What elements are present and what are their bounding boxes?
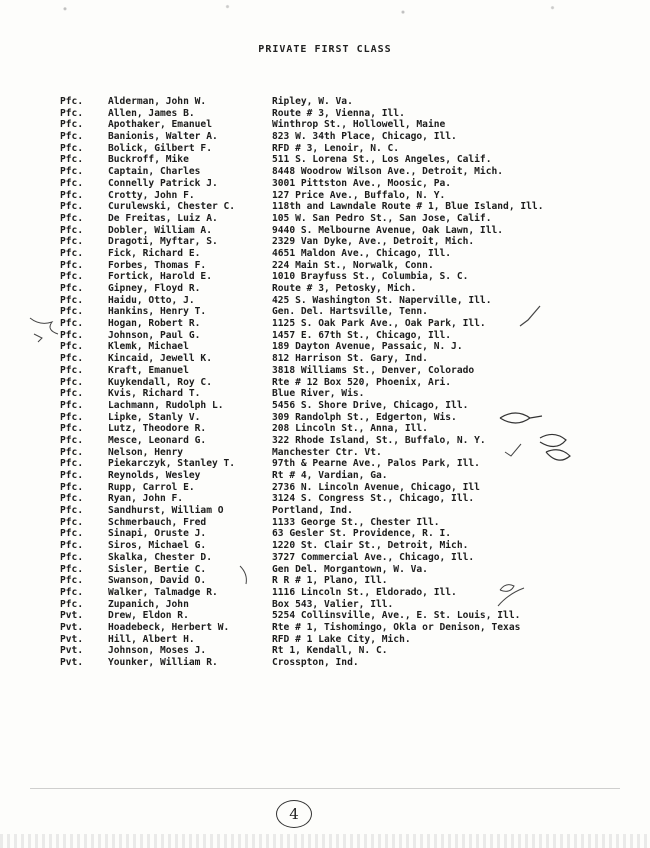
roster-address: 63 Gesler St. Providence, R. I. xyxy=(272,528,452,540)
roster-row xyxy=(0,412,650,424)
roster-row xyxy=(0,447,650,459)
roster-rank: Pfc. xyxy=(60,528,84,540)
roster-address: 127 Price Ave., Buffalo, N. Y. xyxy=(272,189,446,201)
roster-rank: Pfc. xyxy=(60,481,84,493)
roster-name: Swanson, David O. xyxy=(108,575,207,587)
roster-row xyxy=(0,400,650,412)
roster-name: Hoadebeck, Herbert W. xyxy=(108,621,230,633)
roster-address: Gen Del. Morgantown, W. Va. xyxy=(272,563,428,575)
roster-rank: Pfc. xyxy=(60,423,84,435)
roster-address: 1457 E. 67th St., Chicago, Ill. xyxy=(272,329,452,341)
roster-row xyxy=(0,213,650,225)
roster-row xyxy=(0,493,650,505)
roster-rank: Pfc. xyxy=(60,551,84,563)
roster-address: 3818 Williams St., Denver, Colorado xyxy=(272,364,475,376)
roster-row xyxy=(0,283,650,295)
roster-row xyxy=(0,178,650,190)
roster-address: Gen. Del. Hartsville, Tenn. xyxy=(272,306,428,318)
roster-row xyxy=(0,470,650,482)
roster-rank: Pvt. xyxy=(60,610,84,622)
roster-address: 1133 George St., Chester Ill. xyxy=(272,516,440,528)
roster-row xyxy=(0,423,650,435)
roster-name: Dragoti, Myftar, S. xyxy=(108,236,218,248)
roster-address: 511 S. Lorena St., Los Angeles, Calif. xyxy=(272,154,492,166)
roster-rank: Pfc. xyxy=(60,154,84,166)
roster-row xyxy=(0,575,650,587)
roster-row xyxy=(0,143,650,155)
roster-rank: Pfc. xyxy=(60,166,84,178)
roster-name: Sinapi, Oruste J. xyxy=(108,528,207,540)
roster-rank: Pvt. xyxy=(60,621,84,633)
roster-name: Buckroff, Mike xyxy=(108,154,189,166)
roster-row xyxy=(0,96,650,108)
roster-row xyxy=(0,599,650,611)
footer-divider xyxy=(30,788,620,789)
roster-name: Rupp, Carrol E. xyxy=(108,481,195,493)
roster-row xyxy=(0,318,650,330)
roster-name: Hill, Albert H. xyxy=(108,633,195,645)
roster-address: Ripley, W. Va. xyxy=(272,96,353,107)
roster-name: Sisler, Bertie C. xyxy=(108,563,207,575)
roster-rank: Pfc. xyxy=(60,353,84,365)
roster-row xyxy=(0,248,650,260)
roster-address: 2736 N. Lincoln Avenue, Chicago, Ill xyxy=(272,481,480,493)
roster-address: 3124 S. Congress St., Chicago, Ill. xyxy=(272,493,475,505)
roster-row xyxy=(0,482,650,494)
roster-name: De Freitas, Luiz A. xyxy=(108,212,218,224)
roster-rank: Pfc. xyxy=(60,212,84,224)
roster-rank: Pfc. xyxy=(60,411,84,423)
roster-address: 1220 St. Clair St., Detroit, Mich. xyxy=(272,540,469,552)
roster-address: Route # 3, Petosky, Mich. xyxy=(272,283,417,294)
roster-rank: Pfc. xyxy=(60,259,84,271)
roster-row xyxy=(0,190,650,202)
roster-rank: Pfc. xyxy=(60,294,84,306)
roster-row xyxy=(0,260,650,272)
roster-address: 425 S. Washington St. Naperville, Ill. xyxy=(272,294,492,306)
roster-name: Drew, Eldon R. xyxy=(108,610,189,622)
roster-name: Haidu, Otto, J. xyxy=(108,294,195,306)
roster-rank: Pfc. xyxy=(60,540,84,552)
roster-rank: Pfc. xyxy=(60,388,84,400)
roster-address: 1125 S. Oak Park Ave., Oak Park, Ill. xyxy=(272,318,486,330)
roster-address: 97th & Pearne Ave., Palos Park, Ill. xyxy=(272,458,480,470)
roster-name: Kincaid, Jewell K. xyxy=(108,353,212,365)
roster-name: Alderman, John W. xyxy=(108,96,207,107)
roster-row xyxy=(0,610,650,622)
roster-address: 208 Lincoln St., Anna, Ill. xyxy=(272,423,428,435)
roster-name: Curulewski, Chester C. xyxy=(108,201,236,213)
roster-name: Johnson, Paul G. xyxy=(108,329,201,341)
roster-name: Skalka, Chester D. xyxy=(108,551,212,563)
roster-rank: Pfc. xyxy=(60,470,84,481)
roster-address: 1010 Brayfuss St., Columbia, S. C. xyxy=(272,271,469,283)
roster-address: 105 W. San Pedro St., San Jose, Calif. xyxy=(272,212,492,224)
roster-rank: Pfc. xyxy=(60,189,84,201)
roster-rank: Pfc. xyxy=(60,376,84,388)
roster-row xyxy=(0,388,650,400)
roster-address: Winthrop St., Hollowell, Maine xyxy=(272,119,446,131)
roster-name: Gipney, Floyd R. xyxy=(108,283,201,294)
roster-rank: Pfc. xyxy=(60,563,84,575)
page-title: PRIVATE FIRST CLASS xyxy=(258,44,392,55)
roster-name: Hankins, Henry T. xyxy=(108,306,207,318)
roster-row xyxy=(0,540,650,552)
roster-address: R R # 1, Plano, Ill. xyxy=(272,575,388,587)
roster-row xyxy=(0,365,650,377)
roster-row xyxy=(0,119,650,131)
roster-name: Ryan, John F. xyxy=(108,493,184,505)
roster-name: Siros, Michael G. xyxy=(108,540,207,552)
roster-name: Dobler, William A. xyxy=(108,224,212,236)
roster-address: 2329 Van Dyke, Ave., Detroit, Mich. xyxy=(272,236,475,248)
roster-name: Zupanich, John xyxy=(108,598,189,610)
roster-name: Sandhurst, William O xyxy=(108,505,224,517)
roster-address: 5456 S. Shore Drive, Chicago, Ill. xyxy=(272,399,469,411)
roster-name: Crotty, John F. xyxy=(108,189,195,201)
roster-address: Rte # 12 Box 520, Phoenix, Ari. xyxy=(272,376,452,388)
roster-row xyxy=(0,225,650,237)
roster-address: 4651 Maldon Ave., Chicago, Ill. xyxy=(272,247,452,259)
roster-address: 8448 Woodrow Wilson Ave., Detroit, Mich. xyxy=(272,166,504,178)
roster-row xyxy=(0,341,650,353)
roster-row xyxy=(0,108,650,120)
roster-address: Manchester Ctr. Vt. xyxy=(272,446,382,458)
roster-rank: Pfc. xyxy=(60,119,84,131)
roster-address: 1116 Lincoln St., Eldorado, Ill. xyxy=(272,586,457,598)
roster-rank: Pfc. xyxy=(60,247,84,259)
roster-row xyxy=(0,564,650,576)
roster-name: Johnson, Moses J. xyxy=(108,645,207,657)
roster-row xyxy=(0,657,650,669)
roster-rank: Pfc. xyxy=(60,236,84,248)
roster-rank: Pvt. xyxy=(60,657,84,668)
roster-address: 3727 Commercial Ave., Chicago, Ill. xyxy=(272,551,475,563)
roster-name: Forbes, Thomas F. xyxy=(108,259,207,271)
roster-rank: Pfc. xyxy=(60,341,84,353)
roster-row xyxy=(0,435,650,447)
roster-rank: Pfc. xyxy=(60,399,84,411)
roster-name: Kvis, Richard T. xyxy=(108,388,201,400)
roster-address: 189 Dayton Avenue, Passaic, N. J. xyxy=(272,341,463,353)
roster-rank: Pfc. xyxy=(60,283,84,294)
roster-address: Rte # 1, Tishomingo, Okla or Denison, Texas xyxy=(272,621,521,633)
roster-row xyxy=(0,634,650,646)
roster-list xyxy=(0,96,650,669)
roster-name: Lachmann, Rudolph L. xyxy=(108,399,224,411)
roster-row xyxy=(0,271,650,283)
roster-name: Allen, James B. xyxy=(108,107,195,119)
roster-row xyxy=(0,236,650,248)
roster-name: Lipke, Stanly V. xyxy=(108,411,201,423)
roster-address: 9440 S. Melbourne Avenue, Oak Lawn, Ill. xyxy=(272,224,504,236)
roster-row xyxy=(0,154,650,166)
roster-row xyxy=(0,353,650,365)
roster-name: Bolick, Gilbert F. xyxy=(108,142,212,154)
roster-rank: Pfc. xyxy=(60,586,84,598)
roster-address: Route # 3, Vienna, Ill. xyxy=(272,107,405,119)
roster-row xyxy=(0,295,650,307)
roster-rank: Pfc. xyxy=(60,177,84,189)
roster-row xyxy=(0,306,650,318)
roster-name: Piekarczyk, Stanley T. xyxy=(108,458,236,470)
scan-noise-top xyxy=(0,0,650,22)
roster-rank: Pvt. xyxy=(60,645,84,657)
roster-row xyxy=(0,201,650,213)
roster-address: 5254 Collinsville, Ave., E. St. Louis, Ill. xyxy=(272,610,521,622)
roster-address: Rt # 4, Vardian, Ga. xyxy=(272,470,388,481)
roster-row xyxy=(0,645,650,657)
roster-row xyxy=(0,131,650,143)
roster-row xyxy=(0,587,650,599)
roster-name: Kraft, Emanuel xyxy=(108,364,189,376)
roster-name: Klemk, Michael xyxy=(108,341,189,353)
roster-name: Nelson, Henry xyxy=(108,446,184,458)
roster-rank: Pfc. xyxy=(60,458,84,470)
roster-rank: Pfc. xyxy=(60,306,84,318)
roster-rank: Pfc. xyxy=(60,271,84,283)
scan-noise-bottom xyxy=(0,834,650,848)
roster-address: 322 Rhode Island, St., Buffalo, N. Y. xyxy=(272,434,486,446)
roster-row xyxy=(0,505,650,517)
roster-name: Fick, Richard E. xyxy=(108,247,201,259)
roster-name: Kuykendall, Roy C. xyxy=(108,376,212,388)
roster-rank: Pvt. xyxy=(60,633,84,645)
roster-rank: Pfc. xyxy=(60,224,84,236)
roster-row xyxy=(0,166,650,178)
roster-row xyxy=(0,517,650,529)
roster-rank: Pfc. xyxy=(60,446,84,458)
roster-address: Crosspton, Ind. xyxy=(272,657,359,668)
roster-address: Portland, Ind. xyxy=(272,505,353,517)
roster-rank: Pfc. xyxy=(60,318,84,330)
roster-address: 3001 Pittston Ave., Moosic, Pa. xyxy=(272,177,452,189)
roster-address: RFD # 3, Lenoir, N. C. xyxy=(272,142,400,154)
roster-rank: Pfc. xyxy=(60,142,84,154)
roster-rank: Pfc. xyxy=(60,434,84,446)
roster-rank: Pfc. xyxy=(60,505,84,517)
roster-address: Blue River, Wis. xyxy=(272,388,365,400)
roster-row xyxy=(0,528,650,540)
roster-row xyxy=(0,458,650,470)
roster-row xyxy=(0,552,650,564)
roster-name: Fortick, Harold E. xyxy=(108,271,212,283)
roster-rank: Pfc. xyxy=(60,329,84,341)
roster-name: Mesce, Leonard G. xyxy=(108,434,207,446)
roster-name: Lutz, Theodore R. xyxy=(108,423,207,435)
roster-address: 823 W. 34th Place, Chicago, Ill. xyxy=(272,131,457,143)
roster-address: Box 543, Valier, Ill. xyxy=(272,598,394,610)
roster-row xyxy=(0,622,650,634)
roster-rank: Pfc. xyxy=(60,364,84,376)
roster-address: 309 Randolph St., Edgerton, Wis. xyxy=(272,411,457,423)
roster-address: 118th and Lawndale Route # 1, Blue Island, Ill. xyxy=(272,201,544,213)
roster-name: Reynolds, Wesley xyxy=(108,470,201,481)
roster-name: Connelly Patrick J. xyxy=(108,177,218,189)
page-number: 4 xyxy=(276,800,312,828)
roster-row xyxy=(0,330,650,342)
roster-name: Younker, William R. xyxy=(108,657,218,668)
roster-rank: Pfc. xyxy=(60,493,84,505)
roster-row xyxy=(0,377,650,389)
roster-name: Captain, Charles xyxy=(108,166,201,178)
roster-rank: Pfc. xyxy=(60,575,84,587)
roster-name: Apothaker, Emanuel xyxy=(108,119,212,131)
roster-name: Schmerbauch, Fred xyxy=(108,516,207,528)
roster-rank: Pfc. xyxy=(60,131,84,143)
roster-name: Banionis, Walter A. xyxy=(108,131,218,143)
roster-address: 224 Main St., Norwalk, Conn. xyxy=(272,259,434,271)
roster-rank: Pfc. xyxy=(60,107,84,119)
roster-rank: Pfc. xyxy=(60,201,84,213)
roster-address: RFD # 1 Lake City, Mich. xyxy=(272,633,411,645)
roster-name: Walker, Talmadge R. xyxy=(108,586,218,598)
roster-rank: Pfc. xyxy=(60,598,84,610)
roster-name: Hogan, Robert R. xyxy=(108,318,201,330)
roster-rank: Pfc. xyxy=(60,516,84,528)
roster-address: 812 Harrison St. Gary, Ind. xyxy=(272,353,428,365)
roster-rank: Pfc. xyxy=(60,96,84,107)
roster-address: Rt 1, Kendall, N. C. xyxy=(272,645,388,657)
